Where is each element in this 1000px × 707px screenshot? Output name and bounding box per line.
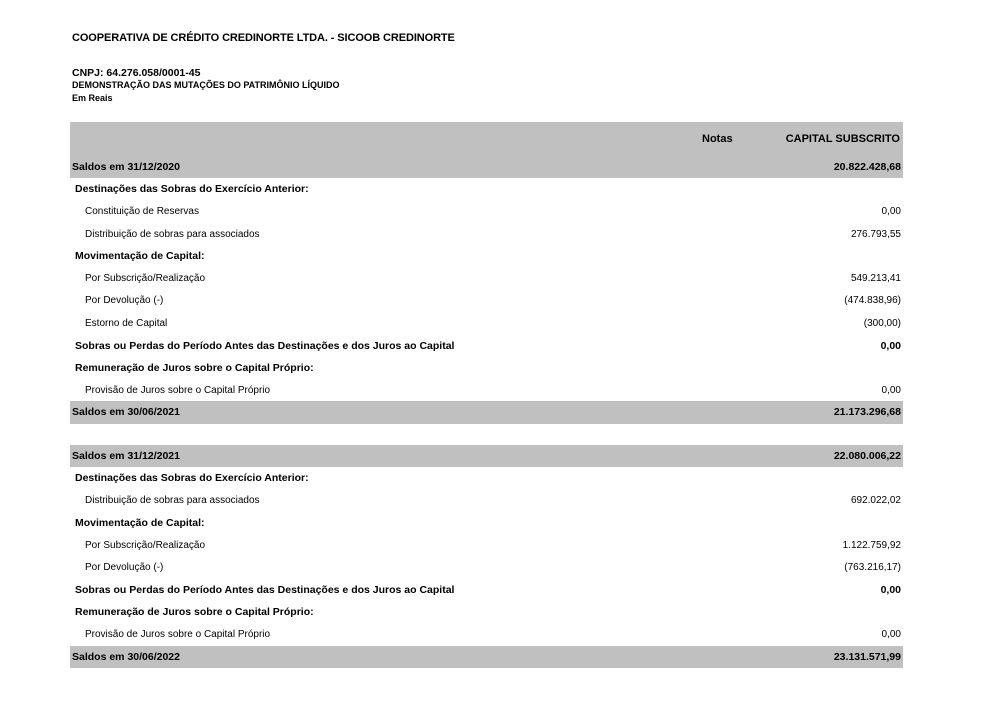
row-value: 276.793,55 [850, 228, 901, 240]
row-label: Estorno de Capital [85, 317, 168, 329]
currency-unit: Em Reais [72, 93, 113, 103]
period-2-section [70, 445, 903, 668]
row-label: Provisão de Juros sobre o Capital Próprio [85, 384, 271, 396]
group-heading-row [70, 178, 903, 200]
group-heading-row [70, 357, 903, 379]
row-label: Sobras ou Perdas do Período Antes das Destinações e dos Juros ao Capital [75, 583, 455, 596]
row-label: Por Subscrição/Realização [85, 273, 206, 285]
group-heading-row [70, 334, 903, 356]
row-label: Por Subscrição/Realização [85, 539, 206, 551]
table-row [70, 290, 903, 312]
group-heading-row [70, 601, 903, 623]
row-label: Sobras ou Perdas do Período Antes das Destinações e dos Juros ao Capital [75, 339, 455, 352]
closing-balance-row [70, 401, 903, 423]
row-value: 21.173.296,68 [833, 406, 901, 419]
table-row [70, 534, 903, 556]
table-row [70, 312, 903, 334]
row-label: Distribuição de sobras para associados [85, 495, 260, 507]
row-label: Saldos em 31/12/2020 [72, 161, 180, 174]
row-value: (474.838,96) [844, 295, 901, 307]
opening-balance-row [70, 445, 903, 467]
company-name: COOPERATIVA DE CRÉDITO CREDINORTE LTDA. - SICOOB CREDINORTE [72, 32, 455, 44]
row-value: (300,00) [863, 317, 901, 329]
row-label: Destinações das Sobras do Exercício Anterior: [75, 183, 309, 196]
row-value: 0,00 [881, 629, 901, 641]
row-label: Saldos em 30/06/2021 [72, 406, 180, 419]
group-heading-row [70, 512, 903, 534]
group-heading-row [70, 579, 903, 601]
row-value: 20.822.428,68 [833, 161, 901, 174]
table-row [70, 379, 903, 401]
cnpj: CNPJ: 64.276.058/0001-45 [72, 67, 201, 79]
row-value: 1.122.759,92 [842, 539, 901, 551]
period-1-section [70, 156, 903, 424]
statement-title: DEMONSTRAÇÃO DAS MUTAÇÕES DO PATRIMÔNIO LÍQUIDO [72, 80, 340, 90]
notes-column-header: Notas [702, 133, 733, 145]
row-value: 0,00 [881, 384, 901, 396]
row-value: 22.080.006,22 [833, 450, 901, 463]
capital-column-header: CAPITAL SUBSCRITO [785, 133, 900, 145]
table-row [70, 201, 903, 223]
row-label: Por Devolução (-) [85, 295, 164, 307]
row-label: Por Devolução (-) [85, 562, 164, 574]
row-label: Saldos em 30/06/2022 [72, 650, 180, 663]
row-label: Movimentação de Capital: [75, 517, 205, 530]
opening-balance-row [70, 156, 903, 178]
group-heading-row [70, 467, 903, 489]
group-heading-row [70, 245, 903, 267]
row-value: 0,00 [880, 339, 901, 352]
row-label: Constituição de Reservas [85, 206, 199, 218]
table-row [70, 490, 903, 512]
row-value: (763.216,17) [844, 562, 901, 574]
row-label: Saldos em 31/12/2021 [72, 450, 180, 463]
closing-balance-row [70, 646, 903, 668]
row-label: Destinações das Sobras do Exercício Anterior: [75, 472, 309, 485]
row-label: Remuneração de Juros sobre o Capital Próprio: [75, 361, 314, 374]
row-value: 0,00 [881, 206, 901, 218]
row-value: 692.022,02 [850, 495, 901, 507]
table-row [70, 267, 903, 289]
table-row [70, 556, 903, 578]
row-label: Remuneração de Juros sobre o Capital Próprio: [75, 606, 314, 619]
column-header-band [70, 122, 903, 157]
row-label: Provisão de Juros sobre o Capital Próprio [85, 629, 271, 641]
row-value: 23.131.571,99 [833, 650, 901, 663]
row-value: 0,00 [880, 583, 901, 596]
row-label: Movimentação de Capital: [75, 250, 205, 263]
row-label: Distribuição de sobras para associados [85, 228, 260, 240]
table-row [70, 623, 903, 645]
row-value: 549.213,41 [850, 273, 901, 285]
table-row [70, 223, 903, 245]
